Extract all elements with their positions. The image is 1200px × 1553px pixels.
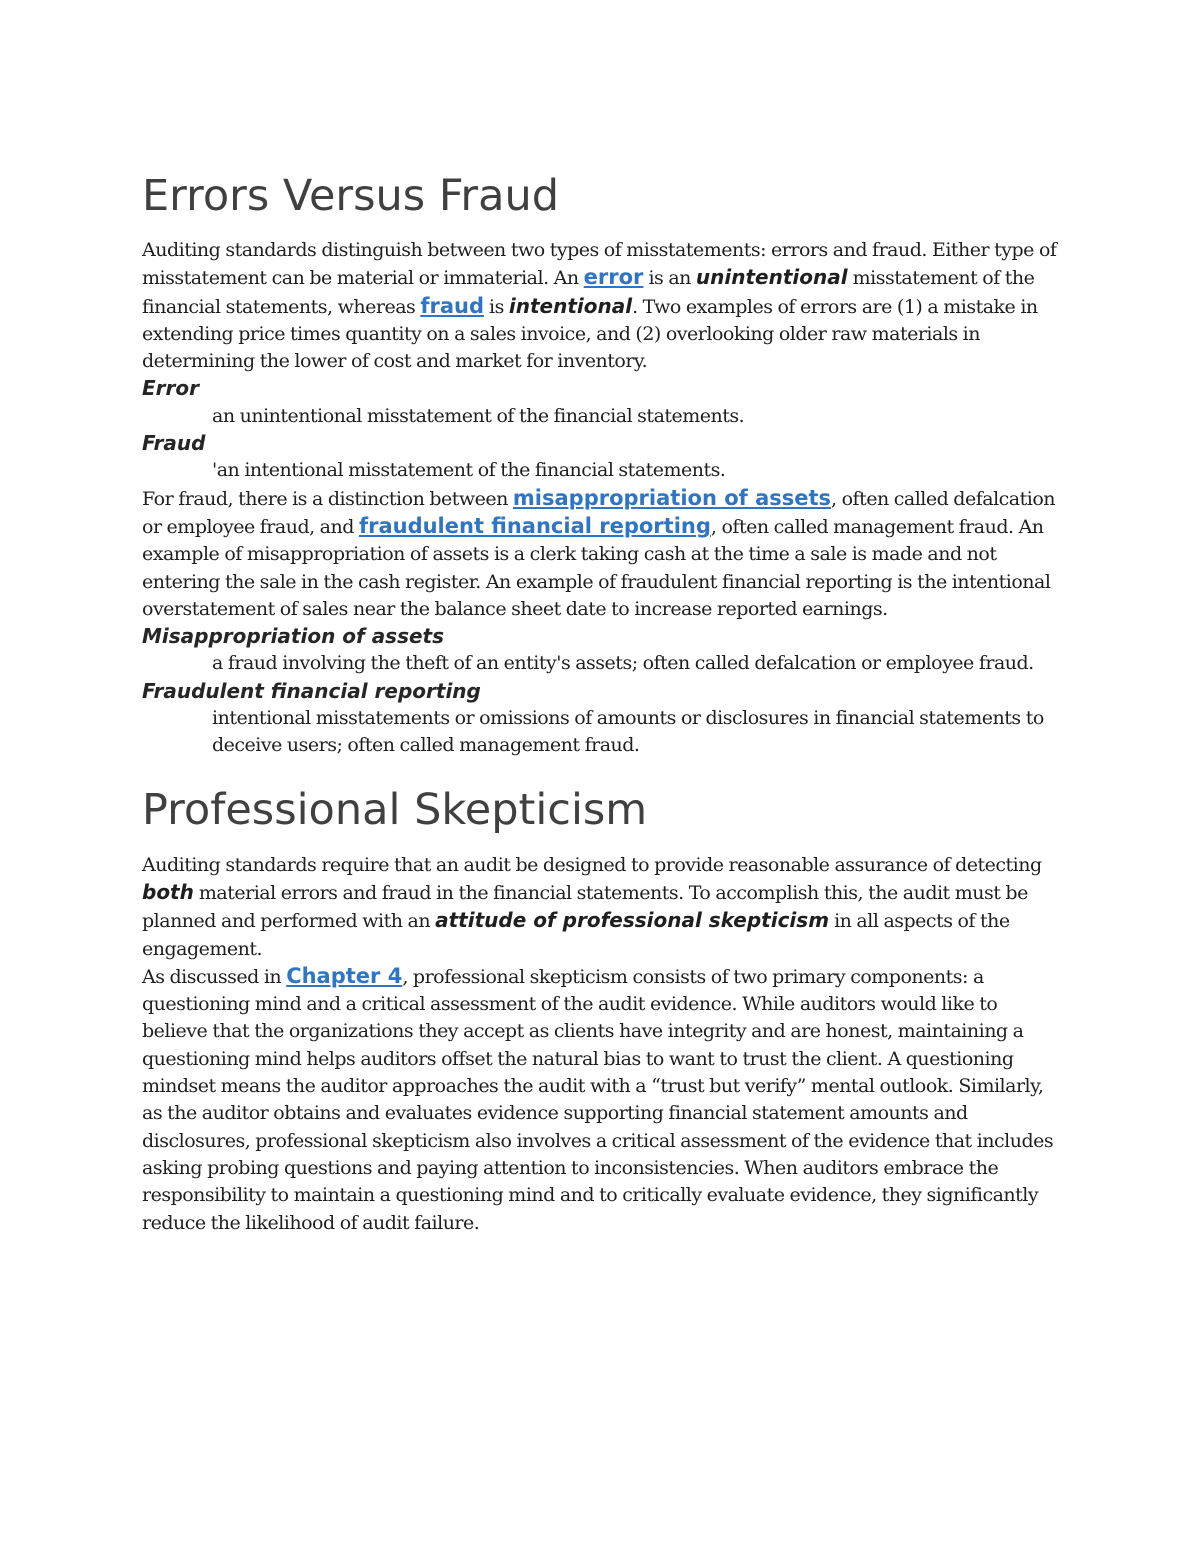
heading-professional-skepticism: Professional Skepticism	[142, 784, 648, 835]
paragraph-fraud-types	[142, 485, 1062, 623]
text-run: Auditing standards require that an audit be designed to provide reasonable assurance of detecting	[142, 853, 1042, 876]
link-chapter-4[interactable]: Chapter 4	[286, 963, 403, 988]
glossary-definition-fraud: 'an intentional misstatement of the financial statements.	[212, 459, 726, 482]
emphasis-attitude-of-professional-skepticism: attitude of professional skepticism	[435, 908, 830, 933]
text-run: is	[483, 295, 509, 318]
glossary-term-fraud: Fraud	[142, 431, 206, 456]
glossary-definition-misappropriation: a fraud involving the theft of an entity's assets; often called defalcation or employee fraud.	[212, 652, 1034, 675]
text-run: material errors and fraud in the financial statements. To accomplish this, the audit must be planned and performed with an	[142, 881, 1028, 933]
text-run: is an	[643, 267, 696, 290]
text-run: , professional skepticism consists of two primary components: a questioning mind and a critical assessment of the audit evidence. While auditors would like to believe that the organizations they accept as clients have integrity and are honest, maintaining a questioning mind helps auditors offset the natural bias to want to trust the client. A questioning mindset means the auditor approaches the audit with a “trust but verify” mental outlook. Similarly, as the auditor obtains and evaluates evidence supporting financial statement amounts and disclosures, professional skepticism also involves a critical assessment of the evidence that includes asking probing questions and paying attention to inconsistencies. When auditors embrace the responsibility to maintain a questioning mind and to critically evaluate evidence, they significantly reduce the likelihood of audit failure.	[142, 965, 1054, 1234]
link-error[interactable]: error	[583, 265, 644, 290]
glossary-term-error: Error	[142, 376, 199, 401]
heading-errors-versus-fraud: Errors Versus Fraud	[142, 171, 560, 221]
glossary-term-fraudulent-reporting: Fraudulent financial reporting	[142, 678, 481, 703]
link-fraud[interactable]: fraud	[420, 293, 484, 318]
link-fraudulent-financial-reporting[interactable]: fraudulent financial reporting	[358, 513, 711, 538]
paragraph-skepticism-intro	[142, 852, 1062, 963]
glossary-definition-error: an unintentional misstatement of the financial statements.	[212, 404, 745, 427]
text-run: in all aspects of the engagement.	[142, 910, 1010, 960]
document-page	[142, 168, 1062, 1237]
link-misappropriation-of-assets[interactable]: misappropriation of assets	[512, 485, 832, 510]
text-run: , often called management fraud. An example of misappropriation of assets is a clerk taking cash at the time a sale is made and not entering the sale in the cash register. An example of fraudulent financial reporting is the intentional overstatement of sales near the balance sheet date to increase reported earnings.	[142, 515, 1051, 620]
glossary-term-misappropriation: Misappropriation of assets	[142, 624, 445, 649]
text-run: For fraud, there is a distinction between	[142, 487, 513, 510]
emphasis-intentional: intentional	[508, 293, 633, 318]
text-run: As discussed in	[142, 965, 287, 988]
emphasis-unintentional: unintentional	[695, 265, 848, 290]
text-run: . Two examples of errors are (1) a mistake in extending price times quantity on a sales invoice, and (2) overlooking older raw materials in determining the lower of cost and market for inventory.	[142, 295, 1038, 373]
glossary-error-fraud	[142, 375, 1062, 484]
text-run: , often called defalcation or employee fraud, and	[142, 487, 1056, 538]
text-run: misstatement of the financial statements, whereas	[142, 267, 1035, 318]
emphasis-both: both	[142, 879, 194, 904]
glossary-definition-fraudulent-reporting: intentional misstatements or omissions of amounts or disclosures in financial statements to deceive users; often called management fraud.	[212, 707, 1044, 757]
glossary-fraud-types	[142, 623, 1062, 759]
paragraph-errors-intro	[142, 237, 1062, 375]
text-run: Auditing standards distinguish between two types of misstatements: errors and fraud. Either type of misstatement can be material or immaterial. An	[142, 239, 1057, 290]
paragraph-skepticism-components	[142, 963, 1062, 1237]
